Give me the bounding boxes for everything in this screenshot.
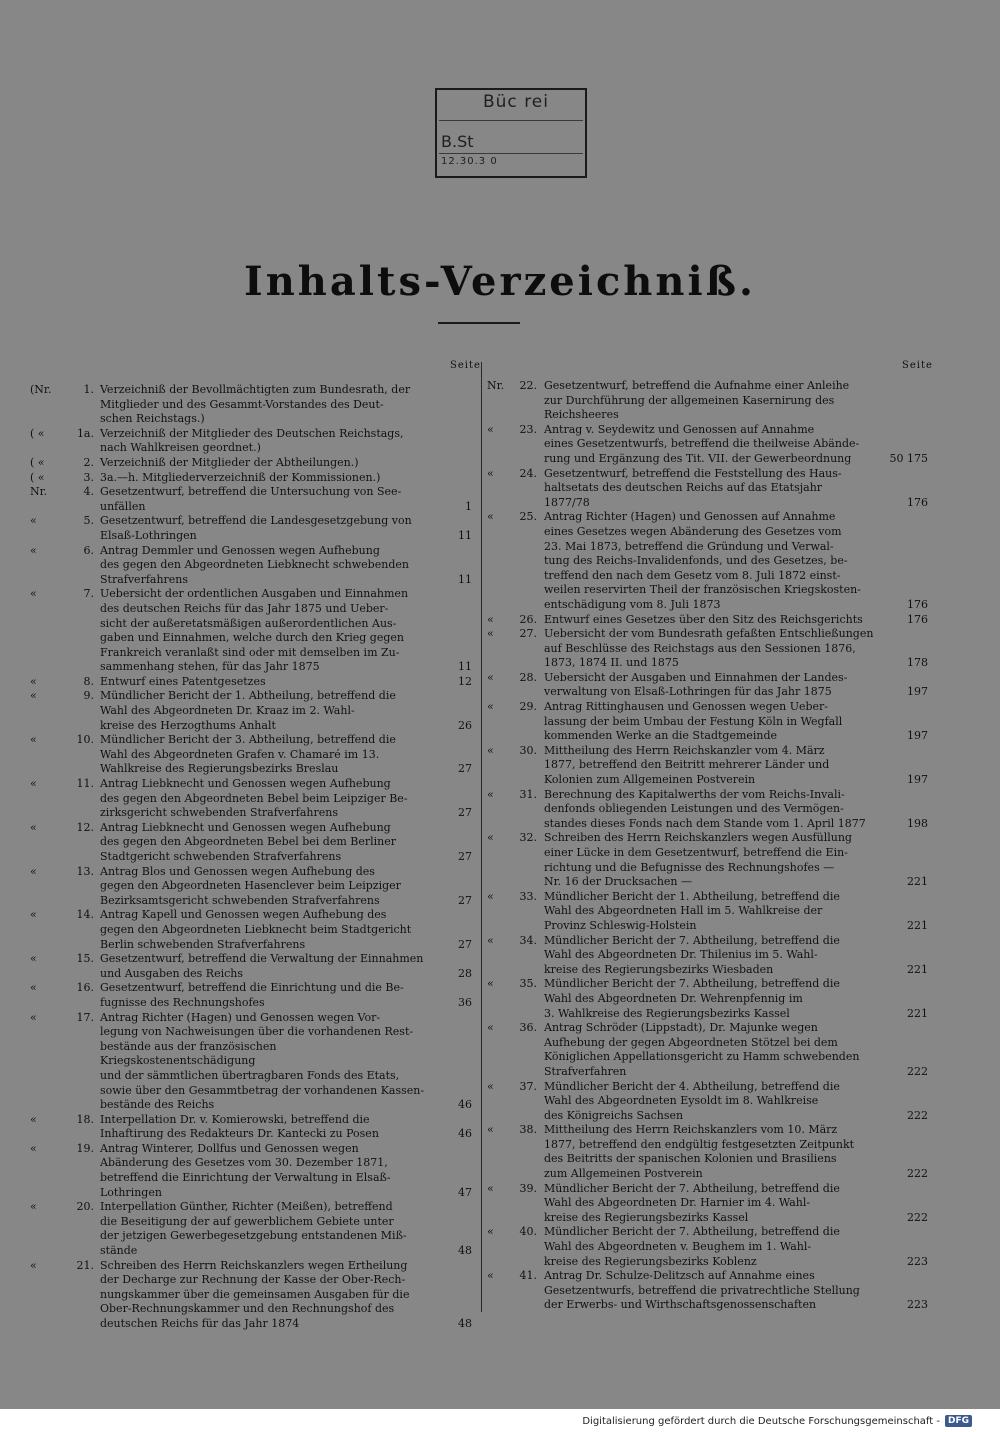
toc-entry-number: 30. (519, 743, 537, 757)
page-column-header: Seite (450, 360, 481, 371)
footer-text: Digitalisierung gefördert durch die Deutsche Forschungsgemeinschaft - (582, 1415, 940, 1427)
toc-entry-text: Antrag v. Seydewitz und Genossen auf Annahme eines Gesetzentwurfs, betreffend die theilweise Abände- rung und Ergänzung des Tit. VII. der Gewerbeordnung (544, 422, 860, 465)
toc-entry-page: 197 (907, 773, 928, 787)
toc-entry-number: 15. (76, 952, 94, 966)
toc-entry-number: 17. (76, 1010, 94, 1024)
toc-entry (30, 514, 472, 543)
toc-entry-prefix: Nr. (30, 485, 48, 499)
toc-entry (487, 933, 928, 978)
toc-entry-page: 221 (907, 962, 928, 976)
toc-entry (30, 543, 472, 588)
toc-entry-number: 3. (83, 470, 94, 484)
toc-entry-prefix: « (30, 689, 37, 703)
toc-entry-page: 176 (907, 597, 928, 611)
toc-entry (487, 1269, 928, 1313)
digitization-footer (582, 1415, 972, 1427)
toc-entry (487, 422, 928, 467)
toc-entry-text: Antrag Rittinghausen und Genossen wegen Ueber- lassung der beim Umbau der Festung Köln in Wegfall kommenden Werke an die Stadtgemeinde (544, 700, 843, 743)
toc-entry (487, 612, 928, 628)
toc-entry-prefix: « (487, 889, 494, 903)
dfg-logo: DFG (945, 1415, 972, 1427)
toc-entry-page: 27 (458, 806, 472, 820)
toc-entry (487, 977, 928, 1021)
toc-entry-page: 197 (907, 729, 928, 743)
toc-entry-text: Uebersicht der Ausgaben und Einnahmen der Landes- verwaltung von Elsaß-Lothringen für das Jahr 1875 (544, 670, 848, 699)
toc-entries-left (30, 383, 472, 1332)
toc-entry (30, 777, 472, 821)
toc-entry-text: Antrag Schröder (Lippstadt), Dr. Majunke wegen Aufhebung der gegen Abgeordneten Stötzel bei dem Königlichen Appellationsgericht zu Hamm schwebenden Strafverfahren (544, 1021, 860, 1078)
toc-entry (30, 674, 472, 690)
toc-entry-number: 38. (519, 1123, 537, 1137)
toc-entry-text: Gesetzentwurf, betreffend die Feststellung des Haus- haltsetats des deutschen Reichs auf das Etatsjahr 1877/78 (544, 466, 842, 509)
toc-entry (30, 981, 472, 1010)
toc-entry (487, 510, 928, 612)
toc-entry-text: Uebersicht der vom Bundesrath gefaßten Entschließungen auf Beschlüsse des Reichstags aus den Sessionen 1876, 1873, 1874 II. und 1875 (544, 627, 874, 670)
toc-entry-text: Interpellation Günther, Richter (Meißen), betreffend die Beseitigung der auf gewerblichem Gebiete unter der jetzigen Gewerbegesetzgebung entstandenen Miß- stände (100, 1200, 407, 1258)
toc-entry-text: Mündlicher Bericht der 4. Abtheilung, betreffend die Wahl des Abgeordneten Eysoldt im 8. Wahlkreise des Königreichs Sachsen (544, 1079, 840, 1122)
toc-entry-number: 9. (83, 689, 94, 703)
toc-entry (30, 1200, 472, 1258)
toc-entry-prefix: « (487, 612, 494, 626)
toc-entry-number: 28. (519, 670, 537, 684)
toc-entry-text: Antrag Liebknecht und Genossen wegen Aufhebung des gegen den Abgeordneten Bebel bei dem Berliner Stadtgericht schwebenden Strafverfahrens (100, 820, 397, 863)
toc-entry-text: Antrag Kapell und Genossen wegen Aufhebung des gegen den Abgeordneten Liebknecht beim Stadtgericht Berlin schwebenden Strafverfahrens (100, 908, 412, 951)
toc-entry-text: Schreiben des Herrn Reichskanzlers wegen Ertheilung der Decharge zur Rechnung der Kasse der Ober-Rech- nungskammer über die gemeinsamen Ausgaben für die Ober-Rechnungskammer und den Rechnungshof des deutschen Reichs für das Jahr 1874 (100, 1258, 410, 1330)
toc-entry-prefix: « (487, 933, 494, 947)
toc-entry-number: 1a. (76, 426, 94, 440)
toc-entry-prefix: « (487, 422, 494, 436)
toc-entry-page: 50 175 (889, 451, 928, 465)
toc-entry-page: 221 (907, 918, 928, 932)
toc-entry-number: 25. (519, 510, 537, 524)
toc-entry-page: 27 (458, 937, 472, 951)
toc-entry (30, 1258, 472, 1332)
toc-entry-prefix: « (487, 1021, 494, 1035)
toc-entry (30, 1112, 472, 1142)
toc-entry-number: 18. (76, 1112, 94, 1126)
toc-entry-text: Mündlicher Bericht der 7. Abtheilung, betreffend die Wahl des Abgeordneten Dr. Harnier im 4. Wahl- kreise des Regierungsbezirks Kassel (544, 1181, 840, 1224)
toc-entry-text: Antrag Demmler und Genossen wegen Aufhebung des gegen den Abgeordneten Liebknecht schwebenden Strafverfahrens (100, 543, 409, 586)
toc-entry (30, 471, 425, 486)
toc-entry-prefix: « (487, 1123, 494, 1137)
toc-entry-number: 33. (519, 889, 537, 903)
stamp-rule (439, 153, 583, 154)
toc-entry-page: 223 (907, 1298, 928, 1312)
toc-entry-text: Antrag Blos und Genossen wegen Aufhebung des gegen den Abgeordneten Hasenclever beim Leipziger Bezirksamtsgericht schwebenden Strafverfahrens (100, 864, 401, 907)
toc-entry-text: Mittheilung des Herrn Reichskanzler vom 4. März 1877, betreffend den Beitritt mehrerer Länder und Kolonien zum Allgemeinen Postverein (544, 743, 830, 787)
toc-entry (487, 627, 928, 671)
toc-entry (30, 427, 425, 456)
toc-entry-prefix: ( « (30, 455, 45, 469)
toc-entry-text: Gesetzentwurf, betreffend die Aufnahme einer Anleihe zur Durchführung der allgemeinen Kasernirung des Reichsheeres (544, 379, 850, 422)
toc-entry-text: Antrag Richter (Hagen) und Genossen auf Annahme eines Gesetzes wegen Abänderung des Gesetzes vom 23. Mai 1873, betreffend die Gründung und Verwal- tung des Reichs-Invalidenfonds, und des Gesetzes, be- treffend den nach dem Gesetz vom 8. Juli 1872 einst- weilen reservirten Theil der französischen Kriegskosten- entschädigung vom 8. Juli 1873 (544, 510, 861, 611)
toc-entry-prefix: « (30, 952, 37, 966)
toc-entry-number: 20. (76, 1200, 94, 1214)
toc-entry (487, 466, 928, 511)
toc-entry-prefix: « (30, 908, 37, 922)
toc-entry-text: 3a.—h. Mitgliederverzeichniß der Kommissionen.) (100, 470, 381, 484)
toc-entry-prefix: ( « (30, 426, 45, 440)
toc-entry-number: 37. (519, 1079, 537, 1093)
toc-entry-text: Verzeichniß der Mitglieder der Abtheilungen.) (100, 455, 359, 469)
toc-entry (30, 820, 472, 865)
toc-entry (30, 952, 472, 981)
toc-entry-page: 36 (458, 995, 472, 1009)
toc-entry-prefix: « (30, 1112, 37, 1126)
stamp-line-2: B.St (441, 132, 474, 151)
toc-entry-number: 23. (519, 422, 537, 436)
toc-entry-page: 26 (458, 718, 472, 732)
toc-entry-number: 7. (83, 587, 94, 601)
toc-entry-prefix: « (30, 674, 37, 688)
toc-entry-number: 8. (83, 674, 94, 688)
toc-entry-prefix: « (30, 864, 37, 878)
toc-entry (487, 1021, 928, 1079)
toc-entry-prefix: « (487, 466, 494, 480)
toc-entry-text: Verzeichniß der Bevollmächtigten zum Bundesrath, der Mitglieder und des Gesammt-Vorstandes des Deut- schen Reichstags.) (100, 383, 411, 426)
toc-entry-page: 48 (458, 1317, 472, 1330)
toc-entry-text: Antrag Winterer, Dollfus und Genossen wegen Abänderung des Gesetzes vom 30. Dezember 1871, betreffend die Einrichtung der Verwaltung in Elsaß- Lothringen (100, 1141, 391, 1199)
toc-entry-number: 1. (83, 383, 94, 396)
toc-entry-prefix: (Nr. (30, 383, 52, 396)
toc-entry-prefix: « (30, 1200, 37, 1214)
toc-entry-prefix: « (487, 510, 494, 524)
toc-entry (30, 587, 472, 675)
toc-entry-number: 5. (83, 514, 94, 528)
toc-entry-number: 21. (76, 1258, 94, 1272)
toc-entry-text: Gesetzentwurf, betreffend die Verwaltung der Einnahmen und Ausgaben des Reichs (100, 952, 424, 980)
toc-entry-number: 12. (76, 820, 94, 834)
toc-entry-page: 1 (465, 499, 472, 513)
toc-entry-number: 22. (519, 379, 537, 392)
toc-entry-text: Interpellation Dr. v. Komierowski, betreffend die Inhaftirung des Redakteurs Dr. Kantecki zu Posen (100, 1112, 379, 1141)
toc-entry-prefix: « (487, 743, 494, 757)
toc-entry-prefix: « (30, 543, 37, 557)
toc-entry-prefix: « (487, 1079, 494, 1093)
toc-entry-number: 40. (519, 1225, 537, 1239)
toc-entry-page: 47 (458, 1185, 472, 1199)
toc-entry-prefix: « (30, 514, 37, 528)
toc-entry-text: Gesetzentwurf, betreffend die Einrichtung und die Be- fugnisse des Rechnungshofes (100, 981, 404, 1009)
toc-entry-number: 39. (519, 1181, 537, 1195)
toc-entry-page: 222 (907, 1064, 928, 1078)
library-stamp (435, 88, 587, 178)
toc-entry-number: 27. (519, 627, 537, 641)
toc-entry-number: 11. (76, 777, 94, 791)
title-underline (438, 322, 520, 324)
toc-entry-prefix: « (487, 700, 494, 714)
toc-entry-number: 34. (519, 933, 537, 947)
toc-entry-text: Mündlicher Bericht der 7. Abtheilung, betreffend die Wahl des Abgeordneten Dr. Wehrenpfennig im 3. Wahlkreise des Regierungsbezirks Kassel (544, 977, 840, 1020)
toc-entry-prefix: « (487, 787, 494, 801)
toc-entry-prefix: « (30, 820, 37, 834)
toc-entry-prefix: « (30, 1258, 37, 1272)
toc-entry-number: 36. (519, 1021, 537, 1035)
toc-entry-page: 178 (907, 656, 928, 670)
toc-entry-page: 27 (458, 762, 472, 776)
toc-entry (487, 1123, 928, 1181)
toc-entry-text: Gesetzentwurf, betreffend die Untersuchung von See- unfällen (100, 485, 402, 513)
toc-entry-page: 176 (907, 612, 928, 626)
toc-entry (487, 1181, 928, 1226)
toc-entry-page: 11 (458, 572, 472, 586)
toc-entry-page: 222 (907, 1210, 928, 1224)
toc-entry-text: Uebersicht der ordentlichen Ausgaben und Einnahmen des deutschen Reichs für das Jahr 1875 und Ueber- sicht der außeretatsmäßigen außerordentlichen Aus- gaben und Einnahmen, welche durch den Krieg gegen Frankreich veranlaßt sind oder mit demselben im Zu- sammenhang stehen, für das Jahr 1875 (100, 587, 409, 674)
toc-entries-right (487, 379, 928, 1313)
toc-entry-page: 46 (458, 1127, 472, 1141)
toc-entry-number: 6. (83, 543, 94, 557)
toc-entry (30, 456, 425, 471)
toc-entry-prefix: « (487, 627, 494, 641)
toc-entry-page: 221 (907, 1006, 928, 1020)
toc-entry (487, 670, 928, 700)
toc-entry-text: Mündlicher Bericht der 7. Abtheilung, betreffend die Wahl des Abgeordneten v. Beughem im 1. Wahl- kreise des Regierungsbezirks Koblenz (544, 1225, 840, 1268)
toc-entry-page: 197 (907, 685, 928, 699)
toc-entry-number: 24. (519, 466, 537, 480)
toc-entry-prefix: « (30, 981, 37, 995)
toc-entry-page: 223 (907, 1254, 928, 1268)
toc-entry-number: 41. (519, 1269, 537, 1283)
toc-entry (487, 889, 928, 934)
toc-entry-page: 176 (907, 495, 928, 509)
toc-entry-page: 222 (907, 1167, 928, 1181)
toc-entry-text: Antrag Liebknecht und Genossen wegen Aufhebung des gegen den Abgeordneten Bebel beim Leipziger Be- zirksgericht schwebenden Strafverfahrens (100, 777, 408, 820)
toc-entry-page: 198 (907, 816, 928, 830)
toc-entry-page: 11 (458, 660, 472, 674)
toc-entry-page: 222 (907, 1108, 928, 1122)
toc-entry-prefix: « (30, 777, 37, 791)
toc-entry (30, 908, 472, 952)
toc-entry (487, 831, 928, 889)
toc-entry-text: Mittheilung des Herrn Reichskanzlers vom 10. März 1877, betreffend den endgültig festgesetzten Zeitpunkt des Beitritts der spanischen Kolonien und Brasiliens zum Allgemeinen Postverein (544, 1123, 855, 1181)
toc-entry (30, 689, 472, 733)
toc-entry (30, 864, 472, 909)
toc-entry-text: Mündlicher Bericht der 3. Abtheilung, betreffend die Wahl des Abgeordneten Grafen v. Chamaré im 13. Wahlkreise des Regierungsbezirks Breslau (100, 733, 396, 776)
toc-entry-prefix: « (30, 1010, 37, 1024)
toc-entry (487, 379, 884, 423)
toc-entry (30, 383, 425, 427)
toc-entry-number: 31. (519, 787, 537, 801)
toc-entry-text: Gesetzentwurf, betreffend die Landesgesetzgebung von Elsaß-Lothringen (100, 514, 412, 542)
toc-entry-text: Berechnung des Kapitalwerths der vom Reichs-Invali- denfonds obliegenden Leistungen und des Vermögen- standes dieses Fonds nach dem Stande vom 1. April 1877 (544, 787, 866, 830)
toc-entry (30, 1141, 472, 1200)
toc-entry-prefix: « (487, 670, 494, 684)
toc-entry (487, 787, 928, 832)
toc-entry-page: 11 (458, 528, 472, 542)
toc-entry-number: 10. (76, 733, 94, 747)
page-column-header: Seite (902, 360, 933, 371)
stamp-rule (439, 120, 583, 121)
toc-entry-page: 46 (458, 1098, 472, 1112)
toc-entry-page: 27 (458, 850, 472, 863)
toc-entry-page: 28 (458, 966, 472, 980)
toc-entry-prefix: « (487, 977, 494, 991)
toc-entry-text: Mündlicher Bericht der 1. Abtheilung, betreffend die Wahl des Abgeordneten Dr. Kraaz im 2. Wahl- kreise des Herzogthums Anhalt (100, 689, 396, 732)
toc-entry-prefix: « (487, 1181, 494, 1195)
toc-entry-text: Schreiben des Herrn Reichskanzlers wegen Ausfüllung einer Lücke in dem Gesetzentwurf, betreffend die Ein- richtung und die Befugnisse des Rechnungshofes — Nr. 16 der Drucksachen — (544, 831, 852, 889)
toc-entry-text: Antrag Dr. Schulze-Delitzsch auf Annahme eines Gesetzentwurfs, betreffend die privatrechtliche Stellung der Erwerbs- und Wirthschaftsgenossenschaften (544, 1269, 860, 1312)
toc-entry-text: Antrag Richter (Hagen) und Genossen wegen Vor- legung von Nachweisungen über die vorhandenen Rest- bestände aus der französischen Kriegskostenentschädigung und der sämmtlichen übertragbaren Fonds des Etats, sowie über den Gesammtbetrag der vorhandenen Kassen- bestände des Reichs (100, 1010, 425, 1112)
toc-entry-prefix: « (487, 1225, 494, 1239)
toc-entry-prefix: « (30, 1141, 37, 1155)
toc-entry-number: 32. (519, 831, 537, 845)
toc-entry-number: 16. (76, 981, 94, 995)
toc-entry-prefix: « (30, 587, 37, 601)
toc-entry-prefix: « (30, 733, 37, 747)
toc-entry (30, 485, 472, 514)
toc-entry-number: 4. (83, 485, 94, 499)
toc-entry-prefix: ( « (30, 470, 45, 484)
page-title: Inhalts-Verzeichniß. (244, 258, 756, 305)
toc-entry-prefix: « (487, 1269, 494, 1283)
toc-entry-number: 29. (519, 700, 537, 714)
toc-entry (30, 733, 472, 777)
toc-entry-prefix: Nr. (487, 379, 505, 392)
toc-entry-number: 19. (76, 1141, 94, 1155)
toc-entry-number: 35. (519, 977, 537, 991)
toc-entry-number: 13. (76, 864, 94, 878)
toc-entry-number: 2. (83, 455, 94, 469)
toc-entry (30, 1010, 472, 1113)
toc-entry-text: Mündlicher Bericht der 7. Abtheilung, betreffend die Wahl des Abgeordneten Dr. Thilenius im 5. Wahl- kreise des Regierungsbezirks Wiesbaden (544, 933, 840, 976)
toc-entry-page: 221 (907, 875, 928, 889)
toc-entry-page: 48 (458, 1244, 472, 1258)
toc-entry-page: 12 (458, 674, 472, 688)
toc-entry (487, 1225, 928, 1269)
toc-entry-number: 14. (76, 908, 94, 922)
stamp-line-1: Büc rei (483, 92, 549, 112)
toc-entry (487, 1079, 928, 1124)
toc-entry (487, 700, 928, 744)
toc-entry (487, 743, 928, 788)
toc-entry-number: 26. (519, 612, 537, 626)
toc-entry-page: 27 (458, 893, 472, 907)
toc-entry-prefix: « (487, 831, 494, 845)
column-divider (481, 362, 482, 1312)
stamp-line-3: 12.30.3 0 (441, 156, 498, 167)
toc-entry-text: Mündlicher Bericht der 1. Abtheilung, betreffend die Wahl des Abgeordneten Hall im 5. Wahlkreise der Provinz Schleswig-Holstein (544, 889, 840, 932)
toc-entry-text: Entwurf eines Gesetzes über den Sitz des Reichsgerichts (544, 612, 863, 626)
toc-entry-text: Entwurf eines Patentgesetzes (100, 674, 266, 688)
toc-entry-text: Verzeichniß der Mitglieder des Deutschen Reichstags, nach Wahlkreisen geordnet.) (100, 426, 404, 455)
